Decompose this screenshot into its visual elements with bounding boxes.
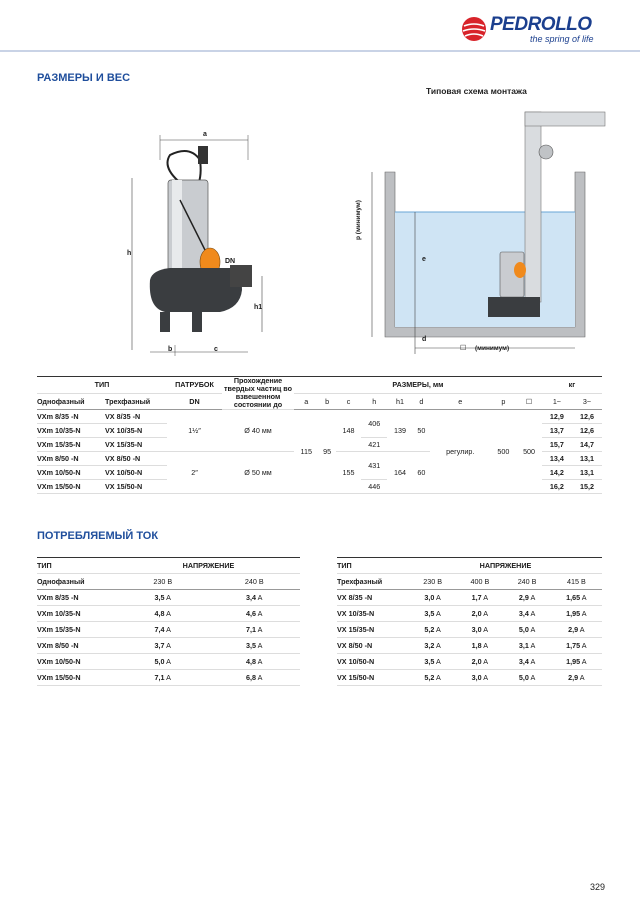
current-unit: A — [483, 625, 489, 634]
current-value: 7,1 — [154, 673, 165, 682]
current-unit: A — [257, 625, 263, 634]
current-415 — [551, 590, 602, 606]
current-unit: A — [530, 625, 536, 634]
nozzle-dn: 2″ — [167, 452, 222, 494]
dim-h: 431 — [361, 452, 387, 480]
current-230 — [117, 622, 209, 638]
current-240 — [503, 606, 550, 622]
dimensions-table — [37, 376, 602, 494]
dim-h: 446 — [361, 480, 387, 494]
dim-p: 500 — [491, 410, 517, 494]
current-value: 5,2 — [424, 625, 435, 634]
model-name: VXm 10/50-N — [37, 654, 117, 670]
current-unit: A — [166, 625, 171, 634]
current-value: 3,0 — [424, 593, 435, 602]
header-divider — [0, 50, 640, 52]
col-e: e — [430, 393, 491, 410]
table-row — [37, 622, 300, 638]
table-row — [337, 606, 602, 622]
current-value: 5,2 — [424, 673, 435, 682]
model-name: VXm 10/35-N — [37, 606, 117, 622]
current-value: 3,5 — [246, 641, 257, 650]
current-415 — [551, 606, 602, 622]
col-d: d — [413, 393, 430, 410]
dim-label-a: a — [203, 131, 207, 138]
model-single: VXm 10/50-N — [37, 466, 105, 480]
model-three: VX 8/50 -N — [105, 452, 167, 466]
table-row — [37, 654, 300, 670]
model-single: VXm 15/50-N — [37, 480, 105, 494]
current-230 — [409, 622, 456, 638]
current-230 — [117, 590, 209, 606]
current-value: 3,7 — [154, 641, 165, 650]
current-table-single-phase — [37, 557, 300, 686]
model-name: VX 8/35 -N — [337, 590, 409, 606]
current-230 — [409, 670, 456, 686]
current-230 — [117, 638, 209, 654]
current-230 — [409, 590, 456, 606]
dim-e: регулир. — [430, 410, 491, 494]
current-unit: A — [483, 641, 489, 650]
dim-h: 406 — [361, 410, 387, 438]
model-name: VXm 8/50 -N — [37, 638, 117, 654]
current-400 — [456, 590, 503, 606]
dim-c: 148 — [336, 410, 362, 452]
current-value: 3,4 — [246, 593, 257, 602]
col-1phase: 1~ — [542, 393, 572, 410]
col-c: c — [336, 393, 362, 410]
current-value: 3,1 — [518, 641, 529, 650]
current-240 — [503, 638, 550, 654]
current-value: 2,9 — [518, 593, 529, 602]
current-unit: A — [436, 625, 441, 634]
model-name: VX 10/50-N — [337, 654, 409, 670]
logo-sphere-icon — [460, 14, 490, 44]
dim-h: 421 — [361, 438, 387, 452]
col-header-type: ТИП — [337, 558, 409, 574]
col-a: a — [294, 393, 319, 410]
brand-logo — [460, 12, 630, 48]
current-230 — [117, 606, 209, 622]
install-label-min: (минимум) — [475, 345, 510, 352]
col-h: h — [361, 393, 387, 410]
current-value: 3,5 — [154, 593, 165, 602]
model-three: VX 15/35-N — [105, 438, 167, 452]
current-unit: A — [257, 641, 263, 650]
current-unit: A — [581, 609, 587, 618]
current-unit: A — [530, 673, 536, 682]
col-h1: h1 — [387, 393, 413, 410]
weight-1phase: 16,2 — [542, 480, 572, 494]
col-header-type: ТИП — [37, 377, 167, 394]
model-single: VXm 15/35-N — [37, 438, 105, 452]
weight-1phase: 15,7 — [542, 438, 572, 452]
table-row — [337, 670, 602, 686]
weight-3phase: 14,7 — [572, 438, 602, 452]
col-header-dimensions: РАЗМЕРЫ, мм — [294, 377, 542, 394]
current-value: 1,95 — [566, 609, 581, 618]
pump-dimension-drawing — [120, 130, 270, 360]
current-unit: A — [436, 657, 441, 666]
model-three: VX 8/35 -N — [105, 410, 167, 424]
section-title-dimensions: РАЗМЕРЫ И ВЕС — [37, 72, 131, 84]
current-unit: A — [436, 641, 441, 650]
model-three: VX 10/50-N — [105, 466, 167, 480]
current-unit: A — [166, 641, 171, 650]
table-row — [37, 638, 300, 654]
current-230 — [409, 638, 456, 654]
current-400 — [456, 606, 503, 622]
brand-name: PEDROLLO — [490, 14, 592, 35]
current-unit: A — [436, 593, 441, 602]
col-3phase: 3~ — [572, 393, 602, 410]
dim-d: 50 — [413, 410, 430, 452]
dim-label-h: h — [127, 250, 132, 257]
col-header-voltage: НАПРЯЖЕНИЕ — [409, 558, 602, 574]
current-unit: A — [579, 673, 585, 682]
current-400 — [456, 622, 503, 638]
weight-3phase: 12,6 — [572, 424, 602, 438]
dim-label-h1: h1 — [254, 304, 263, 311]
current-value: 1,7 — [471, 593, 482, 602]
model-name: VX 10/35-N — [337, 606, 409, 622]
current-value: 3,4 — [518, 657, 529, 666]
model-name: VXm 15/35-N — [37, 622, 117, 638]
current-value: 1,95 — [566, 657, 581, 666]
current-value: 5,0 — [154, 657, 165, 666]
voltage-415: 415 В — [551, 574, 602, 590]
table-row — [337, 638, 602, 654]
current-table-three-phase — [337, 557, 602, 686]
col-header-type: ТИП — [37, 558, 117, 574]
current-400 — [456, 670, 503, 686]
current-unit: A — [530, 593, 536, 602]
current-unit: A — [166, 593, 171, 602]
dim-b: 95 — [319, 410, 336, 494]
current-unit: A — [257, 593, 263, 602]
current-240 — [209, 638, 301, 654]
current-value: 1,65 — [566, 593, 581, 602]
current-unit: A — [581, 657, 587, 666]
install-label-d: d — [422, 336, 427, 343]
dim-h1: 164 — [387, 452, 413, 494]
current-415 — [551, 638, 602, 654]
model-three: VX 15/50-N — [105, 480, 167, 494]
table-subheader-row — [37, 574, 300, 590]
voltage-240: 240 В — [503, 574, 550, 590]
section-title-current: ПОТРЕБЛЯЕМЫЙ ТОК — [37, 530, 159, 542]
dim-c: 155 — [336, 452, 362, 494]
passage-size: Ø 50 мм — [222, 452, 294, 494]
current-value: 4,6 — [246, 609, 257, 618]
weight-3phase: 13,1 — [572, 452, 602, 466]
dim-h1: 139 — [387, 410, 413, 452]
current-value: 3,0 — [471, 625, 482, 634]
current-unit: A — [530, 609, 536, 618]
col-header-passage: Прохождение твердых частиц во взвешенном состоянии до — [222, 377, 294, 410]
current-value: 2,9 — [568, 673, 579, 682]
dim-label-dn: DN — [225, 258, 236, 265]
current-value: 3,5 — [424, 657, 435, 666]
current-unit: A — [166, 609, 171, 618]
current-240 — [209, 670, 301, 686]
voltage-230: 230 В — [409, 574, 456, 590]
current-240 — [209, 606, 301, 622]
current-240 — [209, 622, 301, 638]
table-subheader-row — [37, 393, 602, 410]
current-230 — [409, 606, 456, 622]
dim-label-c: c — [214, 346, 218, 353]
subheader-single: Однофазный — [37, 574, 117, 590]
model-name: VX 15/50-N — [337, 670, 409, 686]
current-unit: A — [483, 673, 489, 682]
current-415 — [551, 670, 602, 686]
table-subheader-row — [337, 574, 602, 590]
weight-1phase: 14,2 — [542, 466, 572, 480]
current-unit: A — [257, 657, 263, 666]
current-value: 2,9 — [568, 625, 579, 634]
table-row — [37, 590, 300, 606]
model-single: VXm 8/35 -N — [37, 410, 105, 424]
model-three: VX 10/35-N — [105, 424, 167, 438]
current-value: 6,8 — [246, 673, 257, 682]
table-row — [337, 654, 602, 670]
current-value: 1,8 — [471, 641, 482, 650]
col-header-voltage: НАПРЯЖЕНИЕ — [117, 558, 300, 574]
voltage-230: 230 В — [117, 574, 209, 590]
model-name: VXm 8/35 -N — [37, 590, 117, 606]
dim-label-b: b — [168, 346, 173, 353]
installation-caption: Типовая схема монтажа — [426, 86, 527, 96]
col-p: p — [491, 393, 517, 410]
current-unit: A — [257, 673, 263, 682]
table-row — [37, 410, 602, 424]
subheader-single: Однофазный — [37, 393, 105, 410]
table-header-row — [337, 558, 602, 574]
dim-d: 60 — [413, 452, 430, 494]
weight-3phase: 13,1 — [572, 466, 602, 480]
current-unit: A — [257, 609, 263, 618]
current-240 — [503, 654, 550, 670]
table-row — [37, 670, 300, 686]
current-400 — [456, 654, 503, 670]
subheader-dn: DN — [167, 393, 222, 410]
current-240 — [209, 654, 301, 670]
col-header-nozzle: ПАТРУБОК — [167, 377, 222, 394]
current-230 — [117, 654, 209, 670]
col-header-kg: кг — [542, 377, 602, 394]
current-240 — [503, 622, 550, 638]
current-value: 3,0 — [471, 673, 482, 682]
installation-diagram — [360, 92, 610, 362]
current-value: 2,0 — [471, 609, 482, 618]
model-single: VXm 10/35-N — [37, 424, 105, 438]
brand-tagline: the spring of life — [530, 34, 594, 44]
current-unit: A — [166, 673, 171, 682]
current-240 — [209, 590, 301, 606]
current-unit: A — [166, 657, 171, 666]
current-230 — [409, 654, 456, 670]
current-unit: A — [530, 641, 536, 650]
current-value: 5,0 — [518, 673, 529, 682]
weight-3phase: 15,2 — [572, 480, 602, 494]
install-square-icon: ☐ — [460, 345, 467, 352]
current-400 — [456, 638, 503, 654]
current-value: 1,75 — [566, 641, 581, 650]
current-unit: A — [581, 641, 587, 650]
current-unit: A — [483, 657, 489, 666]
current-value: 3,4 — [518, 609, 529, 618]
current-415 — [551, 622, 602, 638]
weight-3phase: 12,6 — [572, 410, 602, 424]
current-value: 3,5 — [424, 609, 435, 618]
current-230 — [117, 670, 209, 686]
current-unit: A — [436, 609, 441, 618]
current-value: 4,8 — [154, 609, 165, 618]
weight-1phase: 12,9 — [542, 410, 572, 424]
install-label-e: e — [422, 256, 426, 263]
model-name: VX 15/35-N — [337, 622, 409, 638]
table-header-row — [37, 377, 602, 394]
table-row — [337, 622, 602, 638]
subheader-three: Трехфазный — [105, 393, 167, 410]
page-number: 329 — [590, 882, 606, 892]
col-square: ☐ — [516, 393, 542, 410]
current-value: 2,0 — [471, 657, 482, 666]
install-label-p: p (минимум) — [355, 200, 362, 240]
dim-square: 500 — [516, 410, 542, 494]
voltage-400: 400 В — [456, 574, 503, 590]
current-unit: A — [579, 625, 585, 634]
table-row — [337, 590, 602, 606]
col-b: b — [319, 393, 336, 410]
current-unit: A — [436, 673, 441, 682]
subheader-three: Трехфазный — [337, 574, 409, 590]
current-value: 7,4 — [154, 625, 165, 634]
current-value: 5,0 — [518, 625, 529, 634]
model-name: VXm 15/50-N — [37, 670, 117, 686]
table-row — [37, 606, 300, 622]
current-unit: A — [483, 593, 489, 602]
current-unit: A — [581, 593, 587, 602]
weight-1phase: 13,4 — [542, 452, 572, 466]
current-value: 4,8 — [246, 657, 257, 666]
current-415 — [551, 654, 602, 670]
current-unit: A — [530, 657, 536, 666]
table-header-row — [37, 558, 300, 574]
current-240 — [503, 590, 550, 606]
passage-size: Ø 40 мм — [222, 410, 294, 452]
current-unit: A — [483, 609, 489, 618]
current-value: 7,1 — [246, 625, 257, 634]
dim-a: 115 — [294, 410, 319, 494]
model-name: VX 8/50 -N — [337, 638, 409, 654]
current-240 — [503, 670, 550, 686]
weight-1phase: 13,7 — [542, 424, 572, 438]
voltage-240: 240 В — [209, 574, 301, 590]
current-value: 3,2 — [424, 641, 435, 650]
nozzle-dn: 1½″ — [167, 410, 222, 452]
model-single: VXm 8/50 -N — [37, 452, 105, 466]
